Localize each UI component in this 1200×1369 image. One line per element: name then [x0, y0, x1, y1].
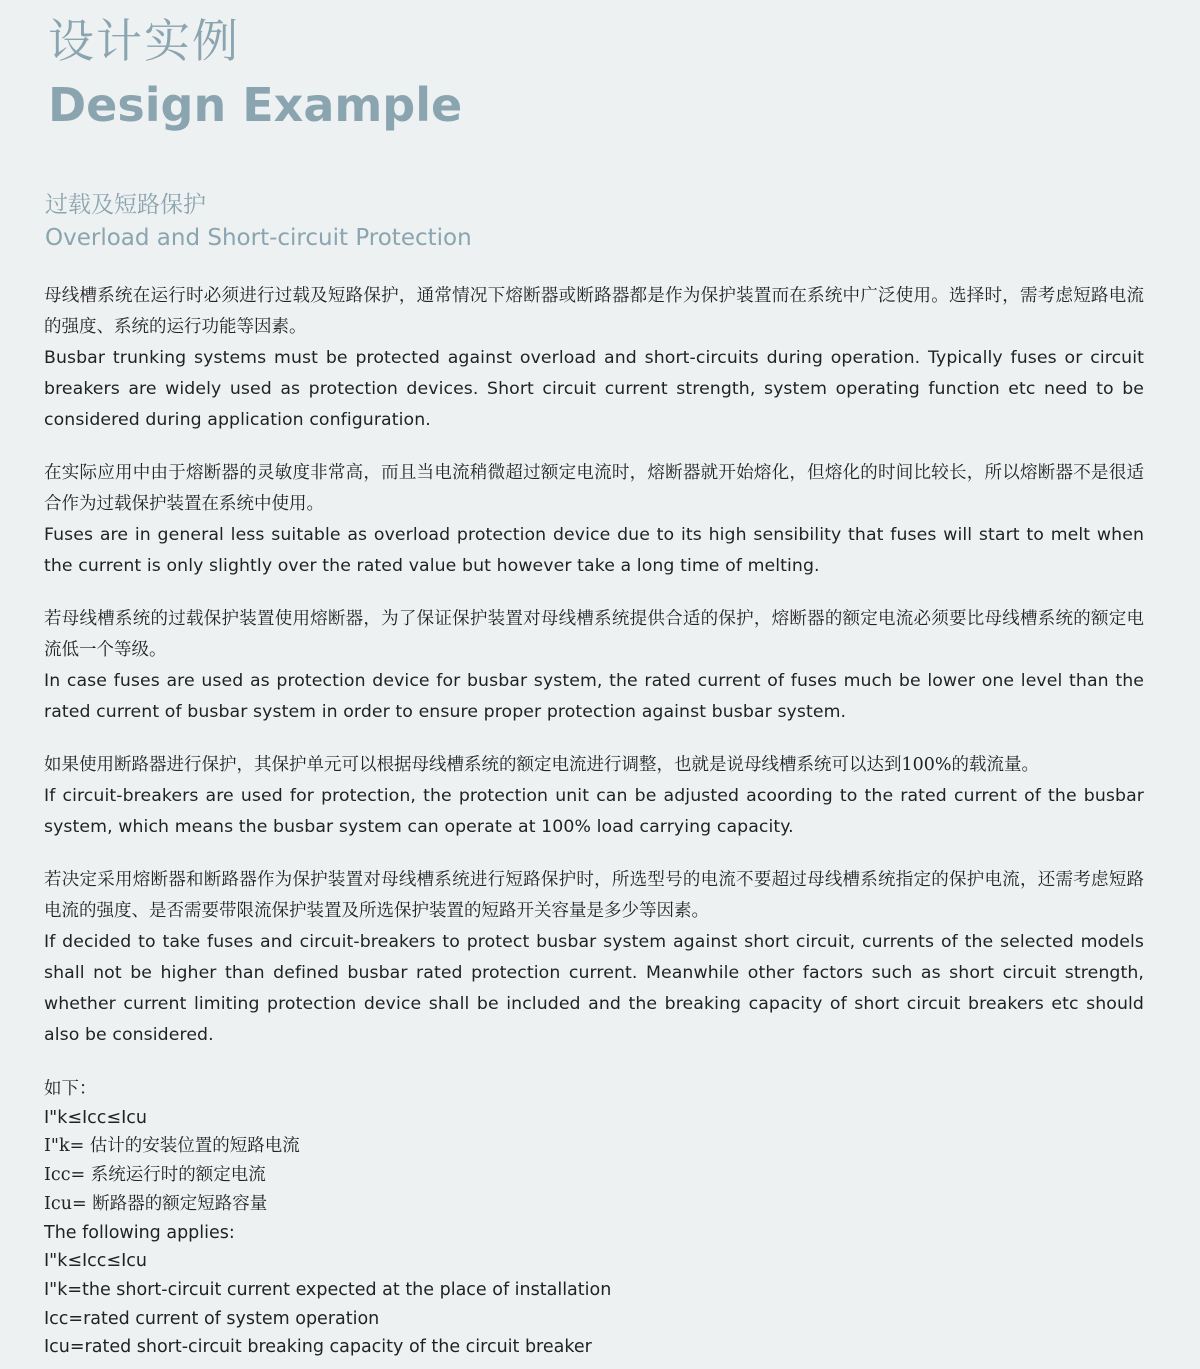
- formula-en: I"k≤Icc≤Icu: [44, 1251, 147, 1272]
- formula-def-zh-3: Icu= 断路器的额定短路容量: [44, 1193, 268, 1214]
- page-title-en: Design Example: [48, 78, 463, 132]
- formula-def-en-3: Icu=rated short-circuit breaking capacity of the circuit breaker: [44, 1337, 592, 1358]
- section-title-en: Overload and Short-circuit Protection: [45, 225, 472, 251]
- formula-def-zh-1: I"k= 估计的安装位置的短路电流: [44, 1136, 300, 1157]
- paragraph-1: [44, 281, 1144, 436]
- formula-def-en-2: Icc=rated current of system operation: [44, 1308, 380, 1329]
- page-title-zh: 设计实例: [48, 14, 240, 68]
- formula-def-zh-2: Icc= 系统运行时的额定电流: [44, 1165, 266, 1186]
- formula-intro-zh: 如下：: [44, 1079, 97, 1099]
- paragraph-en: If decided to take fuses and circuit-breakers to protect busbar system against short circuit, currents of the selected models shall not be higher than defined busbar rated protection current. Meanwhile other factors such as short circuit strength, whether current limiting protection device shall be included and the breaking capacity of short circuit breakers etc should also be considered.: [44, 932, 1144, 1045]
- paragraph-zh: 若决定采用熔断器和断路器作为保护装置对母线槽系统进行短路保护时，所选型号的电流不要超过母线槽系统指定的保护电流，还需考虑短路电流的强度、是否需要带限流保护装置及所选保护装置的短路开关容量是多少等因素。: [44, 870, 1144, 921]
- paragraph-en: If circuit-breakers are used for protection, the protection unit can be adjusted acoording to the rated current of the busbar system, which means the busbar system can operate at 100% load carrying capacity.: [44, 786, 1144, 837]
- formula-zh: I"k≤Icc≤Icu: [44, 1107, 147, 1128]
- paragraph-zh: 如果使用断路器进行保护，其保护单元可以根据母线槽系统的额定电流进行调整，也就是说母线槽系统可以达到100%的载流量。: [44, 755, 1040, 775]
- paragraph-en: In case fuses are used as protection device for busbar system, the rated current of fuses much be lower one level than the rated current of busbar system in order to ensure proper protection against busbar system.: [44, 671, 1144, 722]
- body-content: [44, 281, 1144, 1362]
- paragraph-zh: 若母线槽系统的过载保护装置使用熔断器，为了保证保护装置对母线槽系统提供合适的保护，熔断器的额定电流必须要比母线槽系统的额定电流低一个等级。: [44, 609, 1144, 660]
- formula-intro-en: The following applies:: [44, 1222, 235, 1243]
- paragraph-zh: 在实际应用中由于熔断器的灵敏度非常高，而且当电流稍微超过额定电流时，熔断器就开始熔化，但熔化的时间比较长，所以熔断器不是很适合作为过载保护装置在系统中使用。: [44, 463, 1144, 514]
- formula-def-en-1: I"k=the short-circuit current expected at the place of installation: [44, 1279, 612, 1300]
- formula-block: [44, 1075, 1144, 1362]
- paragraph-5: [44, 865, 1144, 1051]
- paragraph-en: Fuses are in general less suitable as overload protection device due to its high sensibility that fuses will start to melt when the current is only slightly over the rated value but however take a long time of melting.: [44, 525, 1144, 576]
- paragraph-3: [44, 604, 1144, 728]
- paragraph-4: [44, 750, 1144, 843]
- paragraph-2: [44, 458, 1144, 582]
- paragraph-zh: 母线槽系统在运行时必须进行过载及短路保护，通常情况下熔断器或断路器都是作为保护装置而在系统中广泛使用。选择时，需考虑短路电流的强度、系统的运行功能等因素。: [44, 286, 1144, 337]
- section-title-zh: 过载及短路保护: [45, 192, 206, 218]
- paragraph-en: Busbar trunking systems must be protected against overload and short-circuits during operation. Typically fuses or circuit breakers are widely used as protection devices. Short circuit current strength, system operating function etc need to be considered during application configuration.: [44, 348, 1144, 430]
